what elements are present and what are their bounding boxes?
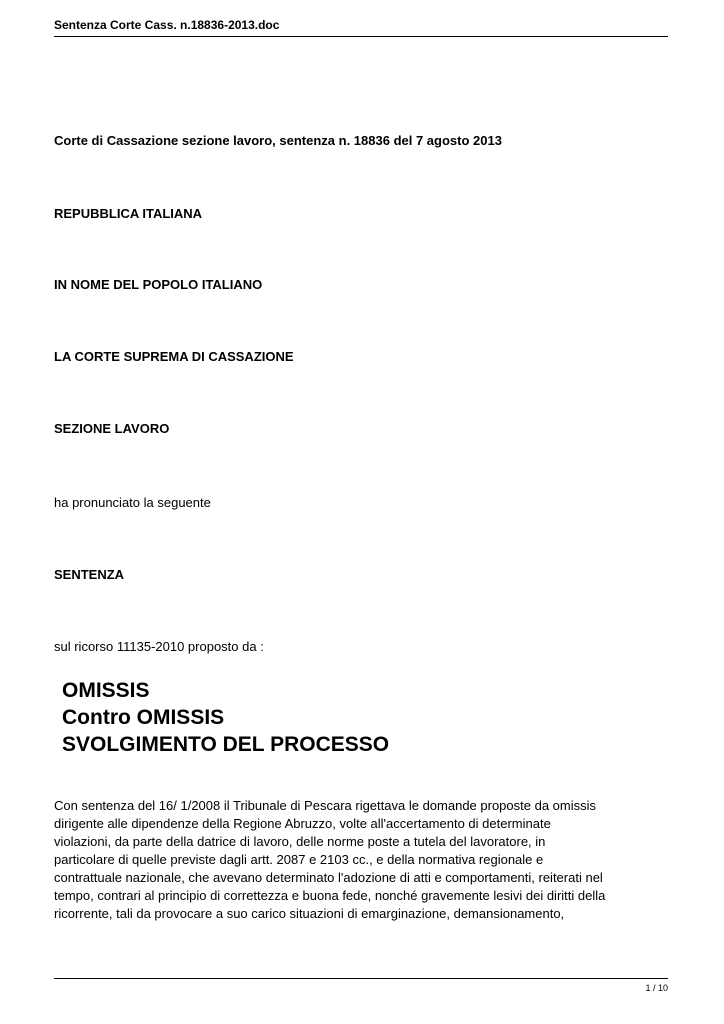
document-heading: Corte di Cassazione sezione lavoro, sentenza n. 18836 del 7 agosto 2013	[54, 133, 502, 148]
paragraph-line: Con sentenza del 16/ 1/2008 il Tribunale di Pescara rigettava le domande proposte da omissis	[54, 798, 596, 813]
pronounced-text: ha pronunciato la seguente	[54, 495, 211, 510]
page-header	[54, 8, 668, 37]
paragraph-line: contrattuale nazionale, che avevano determinato l'adozione di atti e comportamenti, reiterati nel	[54, 870, 603, 885]
people-title: IN NOME DEL POPOLO ITALIANO	[54, 277, 263, 292]
ricorso-text: sul ricorso 11135-2010 proposto da :	[54, 639, 264, 654]
republic-title: REPUBBLICA ITALIANA	[54, 206, 203, 221]
sentenza-title: SENTENZA	[54, 567, 125, 582]
contro-heading: Contro OMISSIS	[62, 706, 225, 729]
svolgimento-heading: SVOLGIMENTO DEL PROCESSO	[62, 733, 390, 756]
page-footer	[54, 978, 668, 993]
paragraph-line: particolare di quelle previste dagli artt. 2087 e 2103 cc., e della normativa regionale e	[54, 852, 544, 867]
paragraph-line: violazioni, da parte della datrice di lavoro, delle norme poste a tutela del lavoratore, in	[54, 834, 546, 849]
document-filename: Sentenza Corte Cass. n.18836-2013.doc	[54, 18, 280, 32]
paragraph-line: tempo, contrari al principio di correttezza e buona fede, nonché gravemente lesivi dei diritti della	[54, 888, 606, 903]
omissis-heading: OMISSIS	[62, 679, 150, 702]
section-title: SEZIONE LAVORO	[54, 421, 170, 436]
page-number: 1 / 10	[645, 983, 668, 993]
paragraph-line: dirigente alle dipendenze della Regione Abruzzo, volte all'accertamento di determinate	[54, 816, 551, 831]
paragraph-line: ricorrente, tali da provocare a suo carico situazioni di emarginazione, demansionamento,	[54, 906, 565, 921]
body-paragraph	[54, 797, 674, 923]
court-title: LA CORTE SUPREMA DI CASSAZIONE	[54, 349, 294, 364]
